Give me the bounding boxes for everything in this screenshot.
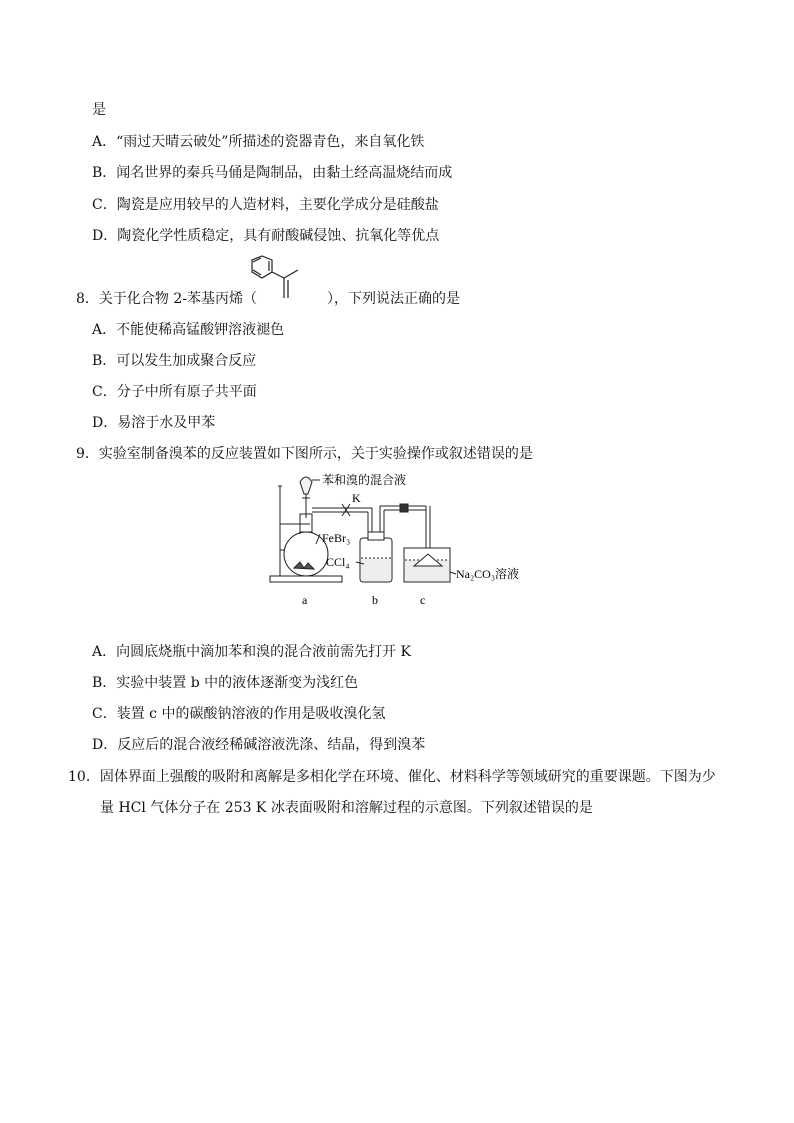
q10-stem-line2: 量 HCl 气体分子在 253 K 冰表面吸附和溶解过程的示意图。下列叙述错误的是 [100, 800, 593, 816]
q9-option-d: D．反应后的混合液经稀碱溶液洗涤、结晶，得到溴苯 [92, 737, 426, 753]
label-ccl4: CCl₄ [326, 555, 350, 569]
q8-stem [76, 290, 460, 308]
q8-option-d: D．易溶于水及甲苯 [92, 415, 216, 431]
q9-stem: 9．实验室制备溴苯的反应装置如下图所示，关于实验操作或叙述错误的是 [76, 446, 533, 462]
q9-option-b: B．实验中装置 b 中的液体逐渐变为浅红色 [92, 675, 359, 691]
q8-stem-before: 8．关于化合物 2-苯基丙烯（ [76, 291, 257, 307]
label-k-valve: K [352, 491, 361, 505]
q7-option-b: B．闻名世界的秦兵马俑是陶制品，由黏土经高温烧结而成 [92, 165, 453, 181]
label-febr3: FeBr₃ [322, 531, 351, 545]
q9-option-a: A．向圆底烧瓶中滴加苯和溴的混合液前需先打开 K [92, 644, 412, 660]
label-apparatus-a: a [302, 593, 308, 607]
label-apparatus-b: b [372, 593, 378, 607]
q9-option-c: C．装置 c 中的碳酸钠溶液的作用是吸收溴化氢 [92, 706, 386, 722]
q10-stem-line1: 10．固体界面上强酸的吸附和离解是多相化学在环境、催化、材料科学等领域研究的重要课题。下图为少 [68, 769, 716, 785]
q7-option-a: A．“雨过天晴云破处”所描述的瓷器青色，来自氧化铁 [92, 134, 425, 150]
q8-option-a: A．不能使稀高锰酸钾溶液褪色 [92, 322, 285, 338]
q7-option-c: C．陶瓷是应用较早的人造材料，主要化学成分是硅酸盐 [92, 197, 439, 213]
q7-option-d: D．陶瓷化学性质稳定，具有耐酸碱侵蚀、抗氧化等优点 [92, 228, 440, 244]
q8-stem-after: ），下列说法正确的是 [327, 291, 460, 307]
label-apparatus-c: c [420, 593, 426, 607]
label-na2co3-solution: Na₂CO₃溶液 [456, 567, 520, 581]
q8-option-b: B．可以发生加成聚合反应 [92, 353, 257, 369]
q8-option-c: C．分子中所有原子共平面 [92, 384, 257, 400]
q7-stem-tail: 是 [92, 102, 106, 118]
label-benzene-bromine-mixture: 苯和溴的混合液 [322, 473, 407, 487]
bromobenzene-apparatus-figure [264, 472, 544, 612]
